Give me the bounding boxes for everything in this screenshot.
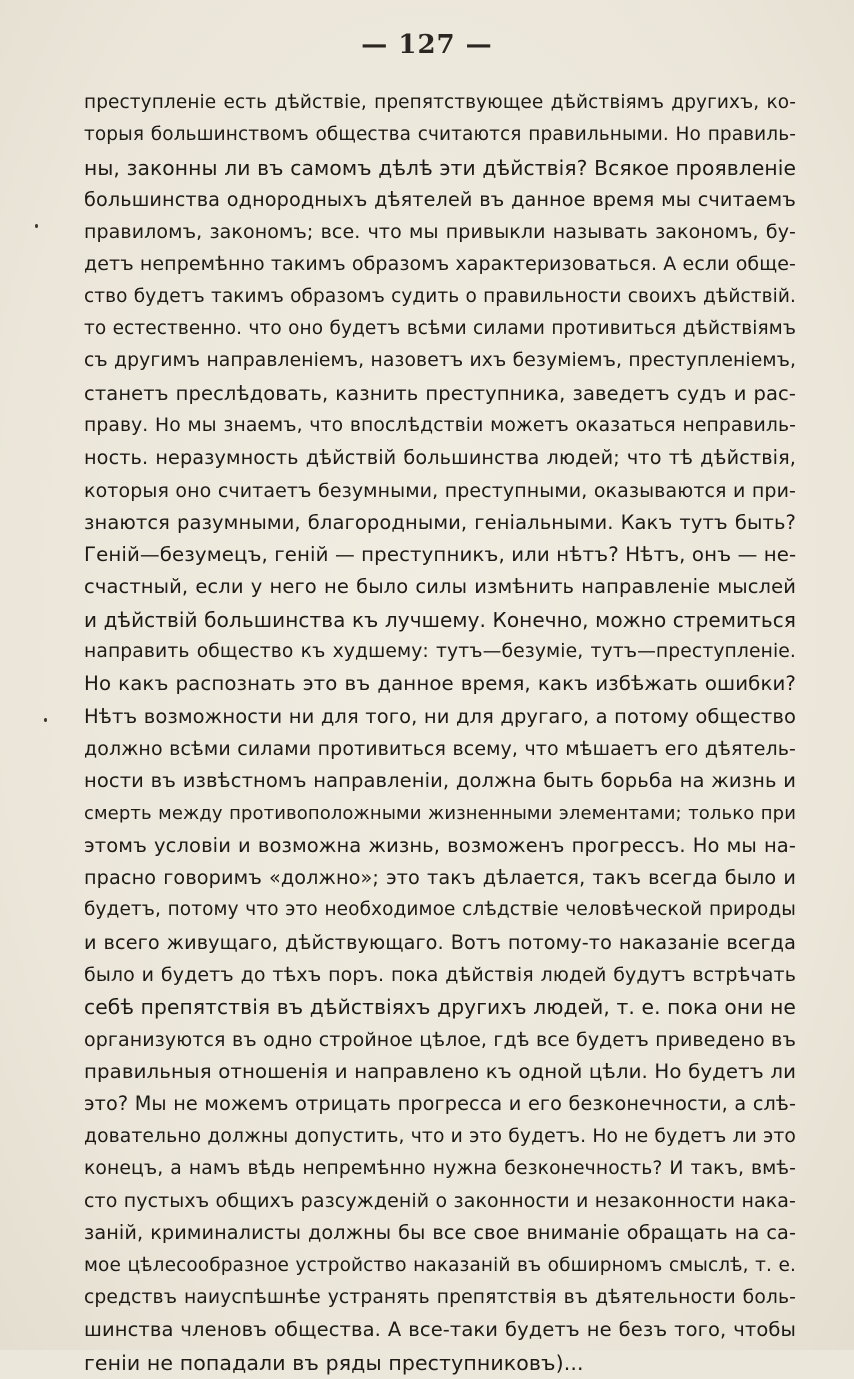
text-line: конецъ, а намъ вѣдь непремѣнно нужна безконечность? И такъ, вмѣ- xyxy=(84,1157,796,1179)
text-line: ство будетъ такимъ образомъ судить о правильности своихъ дѣйствій. xyxy=(84,285,796,307)
text-line: прасно говоримъ «должно»; это такъ дѣлается, такъ всегда было и xyxy=(84,866,796,890)
text-line: правильныя отношенія и направлено къ одной цѣли. Но будетъ ли xyxy=(84,1059,796,1083)
text-line: средствъ наиуспѣшнѣе устранять препятствія въ дѣятельности боль- xyxy=(84,1286,796,1308)
paper-speck xyxy=(35,224,38,228)
text-line: должно всѣми силами противиться всему, что мѣшаетъ его дѣятель- xyxy=(84,737,796,760)
paper-speck xyxy=(44,718,47,722)
text-line: праву. Но мы знаемъ, что впослѣдствіи можетъ оказаться неправиль- xyxy=(84,414,796,436)
text-line: ность. неразумность дѣйствій большинства людей; что тѣ дѣйствія, xyxy=(84,446,796,470)
text-line: довательно должны допустить, что и это будетъ. Но не будетъ ли это xyxy=(84,1125,796,1147)
text-line: будетъ, потому что это необходимое слѣдствіе человѣческой природы xyxy=(84,899,796,921)
text-line: было и будетъ до тѣхъ поръ. пока дѣйствія людей будутъ встрѣчать xyxy=(84,964,796,987)
text-line: себѣ препятствія въ дѣйствіяхъ другихъ людей, т. е. пока они не xyxy=(84,995,796,1020)
text-line: шинства членовъ общества. А все-таки будетъ не безъ того, чтобы xyxy=(84,1318,796,1342)
body-text xyxy=(84,87,796,1379)
text-line: ны, законны ли въ самомъ дѣлѣ эти дѣйствія? Всякое проявленіе xyxy=(84,155,796,180)
text-line: торыя большинствомъ общества считаются правильными. Но правиль- xyxy=(84,124,796,146)
text-line: смерть между противоположными жизненными элементами; только при xyxy=(84,802,796,824)
text-line: Но какъ распознать это въ данное время, какъ избѣжать ошибки? xyxy=(84,672,796,696)
text-line: то естественно. что оно будетъ всѣми силами противиться дѣйствіямъ xyxy=(84,318,796,340)
text-line: детъ непремѣнно такимъ образомъ характеризоваться. А если обще- xyxy=(84,253,796,276)
text-line: мое цѣлесообразное устройство наказаній въ обширномъ смыслѣ, т. е. xyxy=(84,1254,796,1276)
text-line: ности въ извѣстномъ направленіи, должна быть борьба на жизнь и xyxy=(84,769,796,793)
text-line: это? Мы не можемъ отрицать прогресса и его безконечности, а слѣ- xyxy=(84,1092,796,1116)
text-line: Геній—безумецъ, геній — преступникъ, или нѣтъ? Нѣтъ, онъ — не- xyxy=(84,543,796,567)
text-line: съ другимъ направленіемъ, назоветъ ихъ безуміемъ, преступленіемъ, xyxy=(84,350,796,372)
text-line: и всего живущаго, дѣйствующаго. Вотъ потому-то наказаніе всегда xyxy=(84,930,796,954)
text-line: Нѣтъ возможности ни для того, ни для другаго, а потому общество xyxy=(84,704,796,728)
page-number: — 127 — xyxy=(361,30,493,60)
text-line: и дѣйствій большинства къ лучшему. Конечно, можно стремиться xyxy=(84,607,796,632)
text-line: направить общество къ худшему: тутъ—безуміе, тутъ—преступленіе. xyxy=(84,641,796,663)
text-line: знаются разумными, благородными, геніальными. Какъ тутъ быть? xyxy=(84,510,796,534)
text-line: преступленіе есть дѣйствіе, препятствующее дѣйствіямъ другихъ, ко- xyxy=(84,92,796,113)
text-line: организуются въ одно стройное цѣлое, гдѣ все будетъ приведено въ xyxy=(84,1028,796,1051)
text-line: которыя оно считаетъ безумными, преступными, оказываются и при- xyxy=(84,479,796,502)
text-line: сто пустыхъ общихъ разсужденій о законности и незаконности нака- xyxy=(84,1190,796,1213)
text-line-last: геніи не попадали въ ряды преступниковъ)... xyxy=(84,1350,584,1375)
text-line: станетъ преслѣдовать, казнить преступника, заведетъ судъ и рас- xyxy=(84,381,796,405)
text-line: счастный, если у него не было силы измѣнить направленіе мыслей xyxy=(84,575,796,599)
text-line: большинства однородныхъ дѣятелей въ данное время мы считаемъ xyxy=(84,187,796,211)
text-line: заній, криминалисты должны бы все свое вниманіе обращать на са- xyxy=(84,1221,796,1245)
text-line: этомъ условіи и возможна жизнь, возможенъ прогрессъ. Но мы на- xyxy=(84,833,796,857)
text-line: правиломъ, закономъ; все. что мы привыкли называть закономъ, бу- xyxy=(84,221,796,244)
